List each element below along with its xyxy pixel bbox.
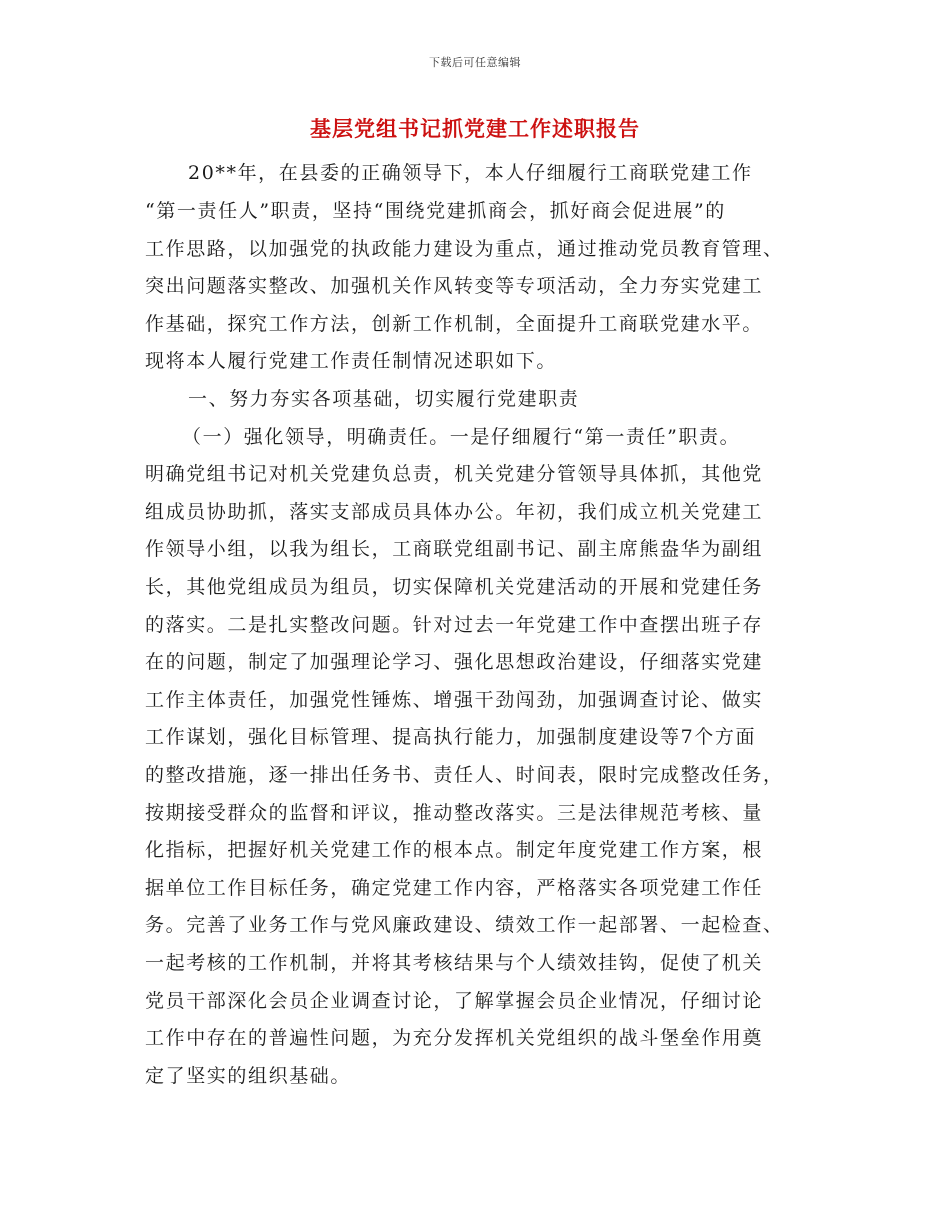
paragraph-line: 20**年，在县委的正确领导下，本人仔细履行工商联党建工作 bbox=[188, 162, 753, 184]
paragraph-line: 作领导小组，以我为组长，工商联党组副书记、副主席熊盎华为副组 bbox=[145, 538, 764, 560]
paragraph-line: 的落实。二是扎实整改问题。针对过去一年党建工作中查摆出班子存 bbox=[145, 614, 764, 636]
paragraph-line: 工作主体责任，加强党性锤炼、增强干劲闯劲，加强调查讨论、做实 bbox=[145, 689, 764, 711]
paragraph-line: 工作谋划，强化目标管理、提高执行能力，加强制度建设等7个方面 bbox=[145, 726, 757, 748]
paragraph-line: （一）强化领导，明确责任。一是仔细履行“第一责任”职责。 bbox=[182, 426, 741, 448]
paragraph-line: “第一责任人”职责，坚持“围绕党建抓商会，抓好商会促进展”的 bbox=[145, 200, 726, 222]
paragraph-line: 工作思路，以加强党的执政能力建设为重点，通过推动党员教育管理、 bbox=[145, 238, 784, 260]
paragraph-line: 组成员协助抓，落实支部成员具体办公。年初，我们成立机关党建工 bbox=[145, 501, 764, 523]
paragraph-line: 据单位工作目标任务，确定党建工作内容，严格落实各项党建工作任 bbox=[145, 877, 764, 899]
section-heading: 一、努力夯实各项基础，切实履行党建职责 bbox=[188, 388, 580, 410]
paragraph-line: 的整改措施，逐一排出任务书、责任人、时间表，限时完成整改任务， bbox=[145, 764, 784, 786]
paragraph-line: 化指标，把握好机关党建工作的根本点。制定年度党建工作方案，根 bbox=[145, 839, 764, 861]
header-note: 下载后可任意编辑 bbox=[429, 56, 521, 69]
paragraph-line: 明确党组书记对机关党建负总责，机关党建分管领导具体抓，其他党 bbox=[145, 463, 764, 485]
paragraph-line: 作基础，探究工作方法，创新工作机制，全面提升工商联党建水平。 bbox=[145, 313, 764, 335]
paragraph-line: 工作中存在的普遍性问题，为充分发挥机关党组织的战斗堡垒作用奠 bbox=[145, 1027, 764, 1049]
paragraph-line: 长，其他党组成员为组员，切实保障机关党建活动的开展和党建任务 bbox=[145, 576, 764, 598]
document-title: 基层党组书记抓党建工作述职报告 bbox=[310, 116, 640, 141]
paragraph-line: 在的问题，制定了加强理论学习、强化思想政治建设，仔细落实党建 bbox=[145, 651, 764, 673]
paragraph-line: 现将本人履行党建工作责任制情况述职如下。 bbox=[145, 350, 558, 372]
paragraph-line: 一起考核的工作机制，并将其考核结果与个人绩效挂钩，促使了机关 bbox=[145, 952, 764, 974]
paragraph-line: 务。完善了业务工作与党风廉政建设、绩效工作一起部署、一起检查、 bbox=[145, 914, 784, 936]
paragraph-line: 党员干部深化会员企业调查讨论，了解掌握会员企业情况，仔细讨论 bbox=[145, 990, 764, 1012]
paragraph-line: 突出问题落实整改、加强机关作风转变等专项活动，全力夯实党建工 bbox=[145, 275, 764, 297]
paragraph-line: 按期接受群众的监督和评议，推动整改落实。三是法律规范考核、量 bbox=[145, 802, 764, 824]
paragraph-line: 定了坚实的组织基础。 bbox=[145, 1065, 352, 1087]
